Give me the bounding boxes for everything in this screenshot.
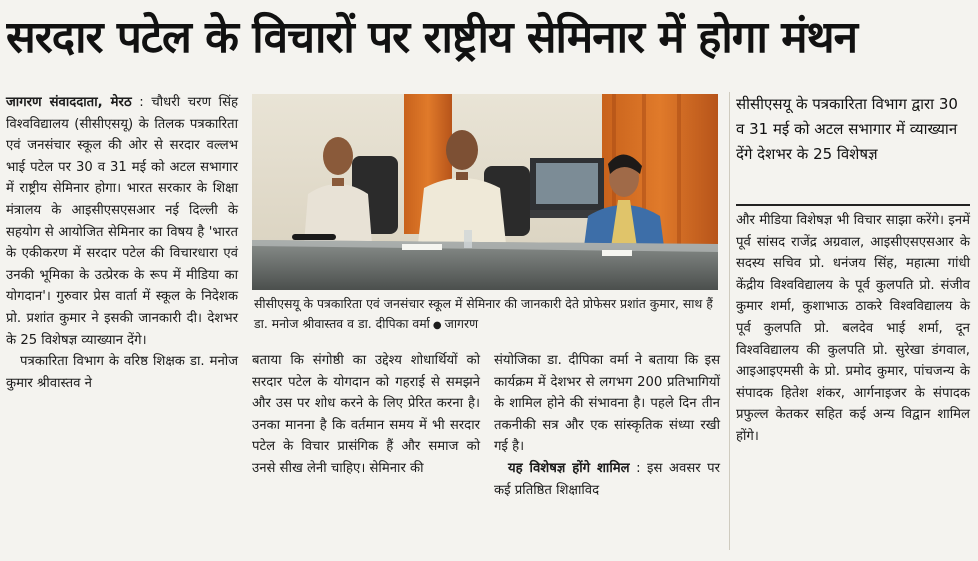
article-text: : चौधरी चरण सिंह विश्वविद्यालय (सीसीएसयू) के तिलक पत्रकारिता एवं जनसंचार स्कूल की ओर से सरदार वल्लभ भाई पटेल पर 30 व 31 मई को अटल सभागार में राष्ट्रीय सेमिनार होगा। भारत सरकार के शिक्षा मंत्रालय के आइसीएसएसआर नई दिल्ली के सहयोग से आयोजित सेमिनार का विषय है 'भारत के एकीकरण में सरदार पटेल की विचारधारा एवं उनकी भूमिका के उत्प्रेरक के रूप में मीडिया का योगदान'। गुरुवार प्रेस वार्ता में स्कूल के निदेशक प्रो. प्रशांत कुमार ने इसकी जानकारी दी। देशभर के 25 विशेषज्ञ व्याख्यान देंगे। (6, 95, 238, 348)
article-paragraph (6, 92, 238, 351)
photo-caption (254, 294, 716, 338)
column-divider (729, 92, 730, 550)
article-paragraph: बताया कि संगोष्ठी का उद्देश्य शोधार्थियों को सरदार पटेल के योगदान को गहराई से समझने और उस पर शोध करने के लिए प्रेरित करना है। उनका मानना है कि वर्तमान समय में भी सरदार पटेल के विचार प्रासंगिक हैं और समाज को उनसे सीख लेनी चाहिए। सेमिनार की (252, 353, 480, 476)
article-column-3 (494, 350, 720, 550)
article-paragraph: और मीडिया विशेषज्ञ भी विचार साझा करेंगे। इनमें पूर्व सांसद राजेंद्र अग्रवाल, आइसीएसएसआर के सदस्य सचिव प्रो. धनंजय सिंह, महात्मा गांधी केंद्रीय विश्वविद्यालय के पूर्व कुलपति प्रो. संजीव कुमार शर्मा, कुशाभाऊ ठाकरे विश्वविद्यालय के पूर्व कुलपति प्रो. बलदेव भाई शर्मा, दून विश्वविद्यालय की कुलपति प्रो. सुरेखा डंगवाल, आइआइएमसी के प्रो. प्रमोद कुमार, पांचजन्य के संपादक हितेश शंकर, आर्गनाइजर के संपादक प्रफुल्ल केतकर सहित कई अन्य विद्वान शामिल होंगे। (736, 213, 970, 444)
photo-illustration (252, 94, 718, 290)
photo-credit: जागरण (444, 316, 479, 331)
article-text: : इस अवसर पर कई प्रतिष्ठित शिक्षाविद (494, 460, 720, 498)
subheading: यह विशेषज्ञ होंगे शामिल (508, 460, 630, 476)
dateline: जागरण संवाददाता, मेरठ (6, 95, 132, 110)
article-paragraph: संयोजिका डा. दीपिका वर्मा ने बताया कि इस कार्यक्रम में देशभर से लगभग 200 प्रतिभागियों के शामिल होने की संभावना है। पहले दिन तीन तकनीकी सत्र और एक सांस्कृतिक संध्या रखी गई है। (494, 353, 720, 455)
credit-bullet-icon: ● (432, 320, 442, 331)
press-conference-photo (252, 94, 718, 290)
caption-text: सीसीएसयू के पत्रकारिता एवं जनसंचार स्कूल में सेमिनार की जानकारी देते प्रोफेसर प्रशांत कुमार, साथ हैं डा. मनोज श्रीवास्तव व डा. दीपिका वर्मा (254, 296, 713, 331)
article-column-1 (6, 92, 238, 552)
article-column-4 (736, 210, 970, 550)
headline: सरदार पटेल के विचारों पर राष्ट्रीय सेमिनार में होगा मंथन (6, 12, 858, 63)
article-paragraph (494, 458, 720, 501)
highlight-box: सीसीएसयू के पत्रकारिता विभाग द्वारा 30 व 31 मई को अटल सभागार में व्याख्यान देंगे देशभर के 25 विशेषज्ञ (736, 92, 970, 206)
article-paragraph: पत्रकारिता विभाग के वरिष्ठ शिक्षक डा. मनोज कुमार श्रीवास्तव ने (6, 354, 238, 391)
article-column-2 (252, 350, 480, 550)
